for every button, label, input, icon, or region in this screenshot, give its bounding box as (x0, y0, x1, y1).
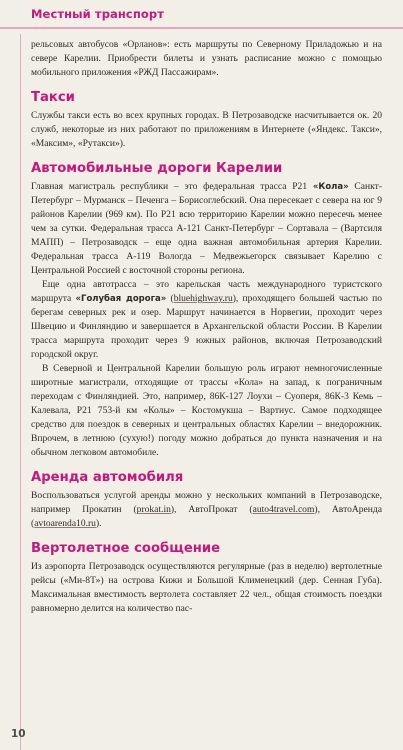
rental-middle-1: ), АвтоПрокат ( (170, 504, 253, 515)
roads-p1-after: Санкт-Петербург – Мурманск – Печенга – Борисоглебский. Она пересекает с севера на юг 9 районов Карелии (969 км). По Р21 всю территорию Карелии можно пересечь менее чем за сутки. Федеральная трасса А-121 Санкт-Петербург – Сортавала – (Вартсиля МАПП) – Петрозаводск – еще одна важная автомобильная артерия Карелии. Федеральная трасса А-119 Вологда – Медвежьегорск связывает Карелию с Центральной Россией с восточной стороны региона. (31, 181, 382, 276)
roads-p2-middle: ( (166, 293, 174, 304)
prokat-link[interactable]: prokat.in (136, 504, 171, 515)
rental-heading: Аренда автомобиля (31, 470, 184, 485)
blue-road-highlight: «Голубая дорога» (75, 294, 167, 304)
rental-paragraph (31, 489, 382, 531)
left-decorative-rule (20, 34, 21, 706)
helicopter-heading: Вертолетное сообщение (31, 541, 221, 556)
page-number: 10 (11, 728, 26, 740)
header-title: Местный транспорт (31, 6, 164, 21)
rental-before: Воспользоваться услугой аренды можно у нескольких компаний в Петрозаводске, например Прокатин ( (31, 490, 382, 515)
roads-paragraph-2 (31, 278, 382, 362)
roads-p2-before: Еще одна автотрасса – это карельская часть международного туристского маршрута (31, 279, 382, 304)
roads-heading: Автомобильные дороги Карелии (31, 161, 283, 176)
auto4travel-link[interactable]: auto4travel.com (252, 504, 315, 515)
taxi-heading: Такси (31, 90, 75, 105)
bluehighway-link[interactable]: bluehighway.ru (173, 293, 233, 304)
roads-paragraph-1 (31, 180, 382, 278)
roads-paragraph-3: В Северной и Центральной Карелии большую роль играют немногочисленные широтные магистрали, отходящие от трассы «Кола» на запад, к пограничным переходам с Финляндией. Это, например, 86К-127 Лоухи – Суоперя, 86К-3 Кемь – Калевала, Р21 753-й км «Колы» – Костомукша – Вартиус. Самое подходящее средство для поездок в северных и центральных областях Карелии – внедорожник. Впрочем, в летнюю (сухую!) погоду можно добраться до пункта назначения и на обычном легковом автомобиле. (31, 363, 382, 458)
article-body (31, 38, 382, 616)
kola-highway-highlight: «Кола» (312, 182, 349, 192)
taxi-paragraph: Службы такси есть во всех крупных городах. В Петрозаводске насчитывается ок. 20 служб, некоторые из них работают по приложениям в Интернете («Яндекс. Такси», «Максим», «Рутакси»). (31, 110, 382, 149)
page-header (0, 0, 403, 29)
rental-after: ). (95, 518, 102, 529)
intro-paragraph: рельсовых автобусов «Орланов»: есть маршруты по Северному Приладожью и на севере Карелии. Приобрести билеты и узнать расписание можно с помощью мобильного приложения «РЖД Пассажирам». (31, 39, 382, 78)
rental-middle-2: ), АвтоАренда ( (31, 504, 382, 529)
roads-p1-before: Главная магистраль республики – это федеральная трасса Р21 (31, 181, 313, 192)
helicopter-paragraph: Из аэропорта Петрозаводск осуществляются регулярные (раз в неделю) вертолетные рейсы («Ми-8Т») на острова Кижи и Большой Клименецкий (дер. Сенная Губа). Максимальная вместимость вертолета составляет 22 чел., общая стоимость поездки равномерно делится на количество пас- (31, 561, 382, 614)
avtoarenda-link[interactable]: avtoarenda10.ru (34, 518, 96, 529)
roads-p2-after: ), проходящего большей частью по берегам северных рек и озер. Маршрут начинается в Норвегии, проходит через Швецию и Финляндию и завершается в Архангельской области России. В Карелии трасса маршрута проходит через 9 южных районов, включая Петрозаводский городской округ. (31, 293, 382, 360)
